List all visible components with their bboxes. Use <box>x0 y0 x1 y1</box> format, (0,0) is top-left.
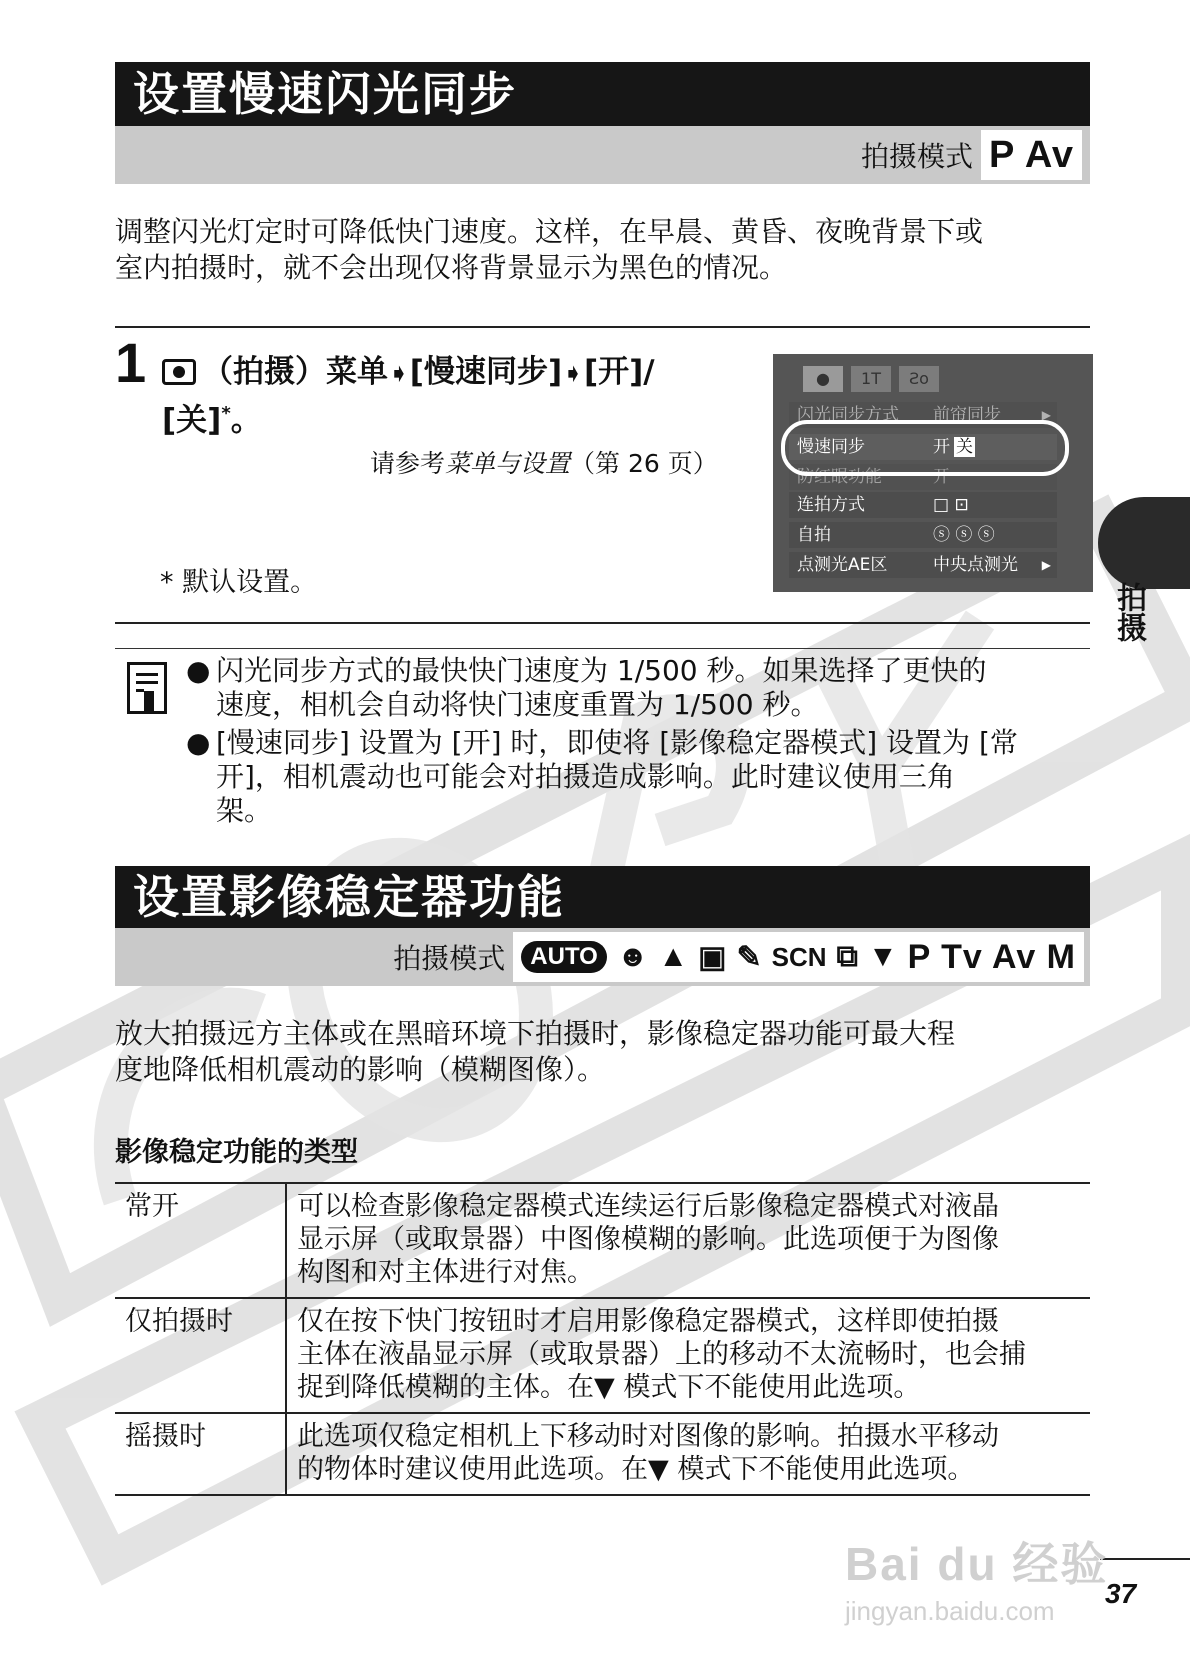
baidu-logo: Bai du 经验 <box>845 1538 1109 1590</box>
ptvavm-mode-icons: P Tv Av M <box>907 937 1076 976</box>
section-intro: 调整闪光灯定时可降低快门速度。这样，在早晨、黄昏、夜晚背景下或 室内拍摄时，就不会出现仅将背景显示为黑色的情况。 <box>115 215 984 284</box>
table-row <box>115 1184 1090 1298</box>
lcd-menu-row: 自拍 ⓢ ⓢ ⓢ <box>789 522 1057 548</box>
type-description: 可以检查影像稳定器模式连续运行后影像稳定器模式对液晶 显示屏（或取景器）中图像模糊的影响。此选项便于为图像 构图和对主体进行对焦。 <box>297 1191 999 1288</box>
shooting-mode-bar <box>115 928 1090 986</box>
lcd-menu-row: 点测光AE区 中央点测光 ▶ <box>789 552 1057 578</box>
section-intro: 放大拍摄远方主体或在黑暗环境下拍摄时，影像稳定器功能可最大程 度地降低相机震动的影响（模糊图像）。 <box>115 1017 956 1086</box>
divider <box>115 326 1090 328</box>
lcd-menu-row-selected: 慢速同步 开 关 <box>789 434 1057 460</box>
shooting-mode-icons: P Av <box>981 130 1082 180</box>
note-item: ● 闪光同步方式的最快快门速度为 1/500 秒。如果选择了更快的 速度，相机会自动将快门速度重置为 1/500 秒。 <box>186 654 987 721</box>
night-snapshot-icon: ▣ <box>698 940 727 974</box>
step-instruction: （拍摄）菜单➧[慢速同步]➧[开]/ [关]*。 <box>162 354 655 439</box>
chapter-side-tab <box>1098 497 1190 589</box>
shooting-mode-label: 拍摄模式 <box>861 140 974 173</box>
lcd-menu-row: 连拍方式 □ ⊡ <box>789 492 1057 518</box>
default-setting-note: * 默认设置。 <box>160 567 318 598</box>
stitch-assist-icon: ⧉ <box>836 940 858 973</box>
arrow-right-icon: ➧ <box>388 359 410 389</box>
table-row <box>115 1413 1090 1495</box>
scene-mode-icon: SCN <box>771 941 827 972</box>
menu-reference: 请参考菜单与设置（第 26 页） <box>370 449 718 478</box>
shooting-mode-icons <box>513 932 1084 982</box>
landscape-mode-icon: ▲ <box>658 940 689 973</box>
arrow-right-icon: ➧ <box>562 359 584 389</box>
chapter-side-label: 拍摄 <box>1111 582 1146 642</box>
step-number: 1 <box>115 331 147 394</box>
lcd-menu-tabs <box>773 354 1093 392</box>
type-description: 仅在按下快门按钮时才启用影像稳定器模式，这样即使拍摄 主体在液晶显示屏（或取景器）上的移动不太流畅时，也会捕 捉到降低模糊的主体。在▼ 模式下不能使用此选项。 <box>297 1306 1026 1403</box>
type-name: 仅拍摄时 <box>115 1298 286 1413</box>
stabilizer-types-table <box>115 1184 1090 1496</box>
type-name: 常开 <box>115 1184 286 1298</box>
divider <box>115 622 1090 624</box>
movie-mode-icon: ▼ <box>648 1454 669 1485</box>
auto-mode-icon: AUTO <box>521 941 607 973</box>
page-number: 37 <box>1105 1578 1137 1609</box>
lcd-menu-row: 防红眼功能 开 <box>789 464 1057 490</box>
page-number-rule <box>1100 1558 1190 1560</box>
note-item: ● [慢速同步] 设置为 [开] 时，即使将 [影像稳定器模式] 设置为 [常 开]，相机震动也可能会对拍摄造成影响。此时建议使用三角 架。 <box>186 726 1018 827</box>
lcd-tab: ● <box>803 366 843 392</box>
baidu-url: jingyan.baidu.com <box>845 1596 1055 1626</box>
section-title: 设置慢速闪光同步 <box>115 62 1090 126</box>
shooting-mode-bar <box>115 126 1090 184</box>
type-description: 此选项仅稳定相机上下移动时对图像的影响。拍摄水平移动 的物体时建议使用此选项。在▼ 模式下不能使用此选项。 <box>297 1421 999 1485</box>
lcd-menu-row: 闪光同步方式 前帘同步 ▶ <box>789 402 1057 428</box>
highlight-ellipse <box>781 420 1069 476</box>
divider <box>115 648 1090 649</box>
lcd-tab: Ƨo <box>899 366 939 392</box>
movie-mode-icon: ▼ <box>867 940 898 973</box>
lcd-menu-image <box>773 354 1093 592</box>
lcd-tab: 1T <box>851 366 891 392</box>
shooting-mode-label: 拍摄模式 <box>393 942 506 975</box>
section-title: 设置影像稳定器功能 <box>115 866 1090 928</box>
camera-menu-icon <box>162 359 196 385</box>
movie-mode-icon: ▼ <box>594 1372 615 1403</box>
type-name: 摇摄时 <box>115 1413 286 1495</box>
kids-pets-icon: ✎ <box>736 940 762 974</box>
portrait-mode-icon: ☻ <box>616 940 649 973</box>
table-heading: 影像稳定功能的类型 <box>115 1137 358 1168</box>
memo-icon <box>127 662 167 714</box>
table-row <box>115 1298 1090 1413</box>
